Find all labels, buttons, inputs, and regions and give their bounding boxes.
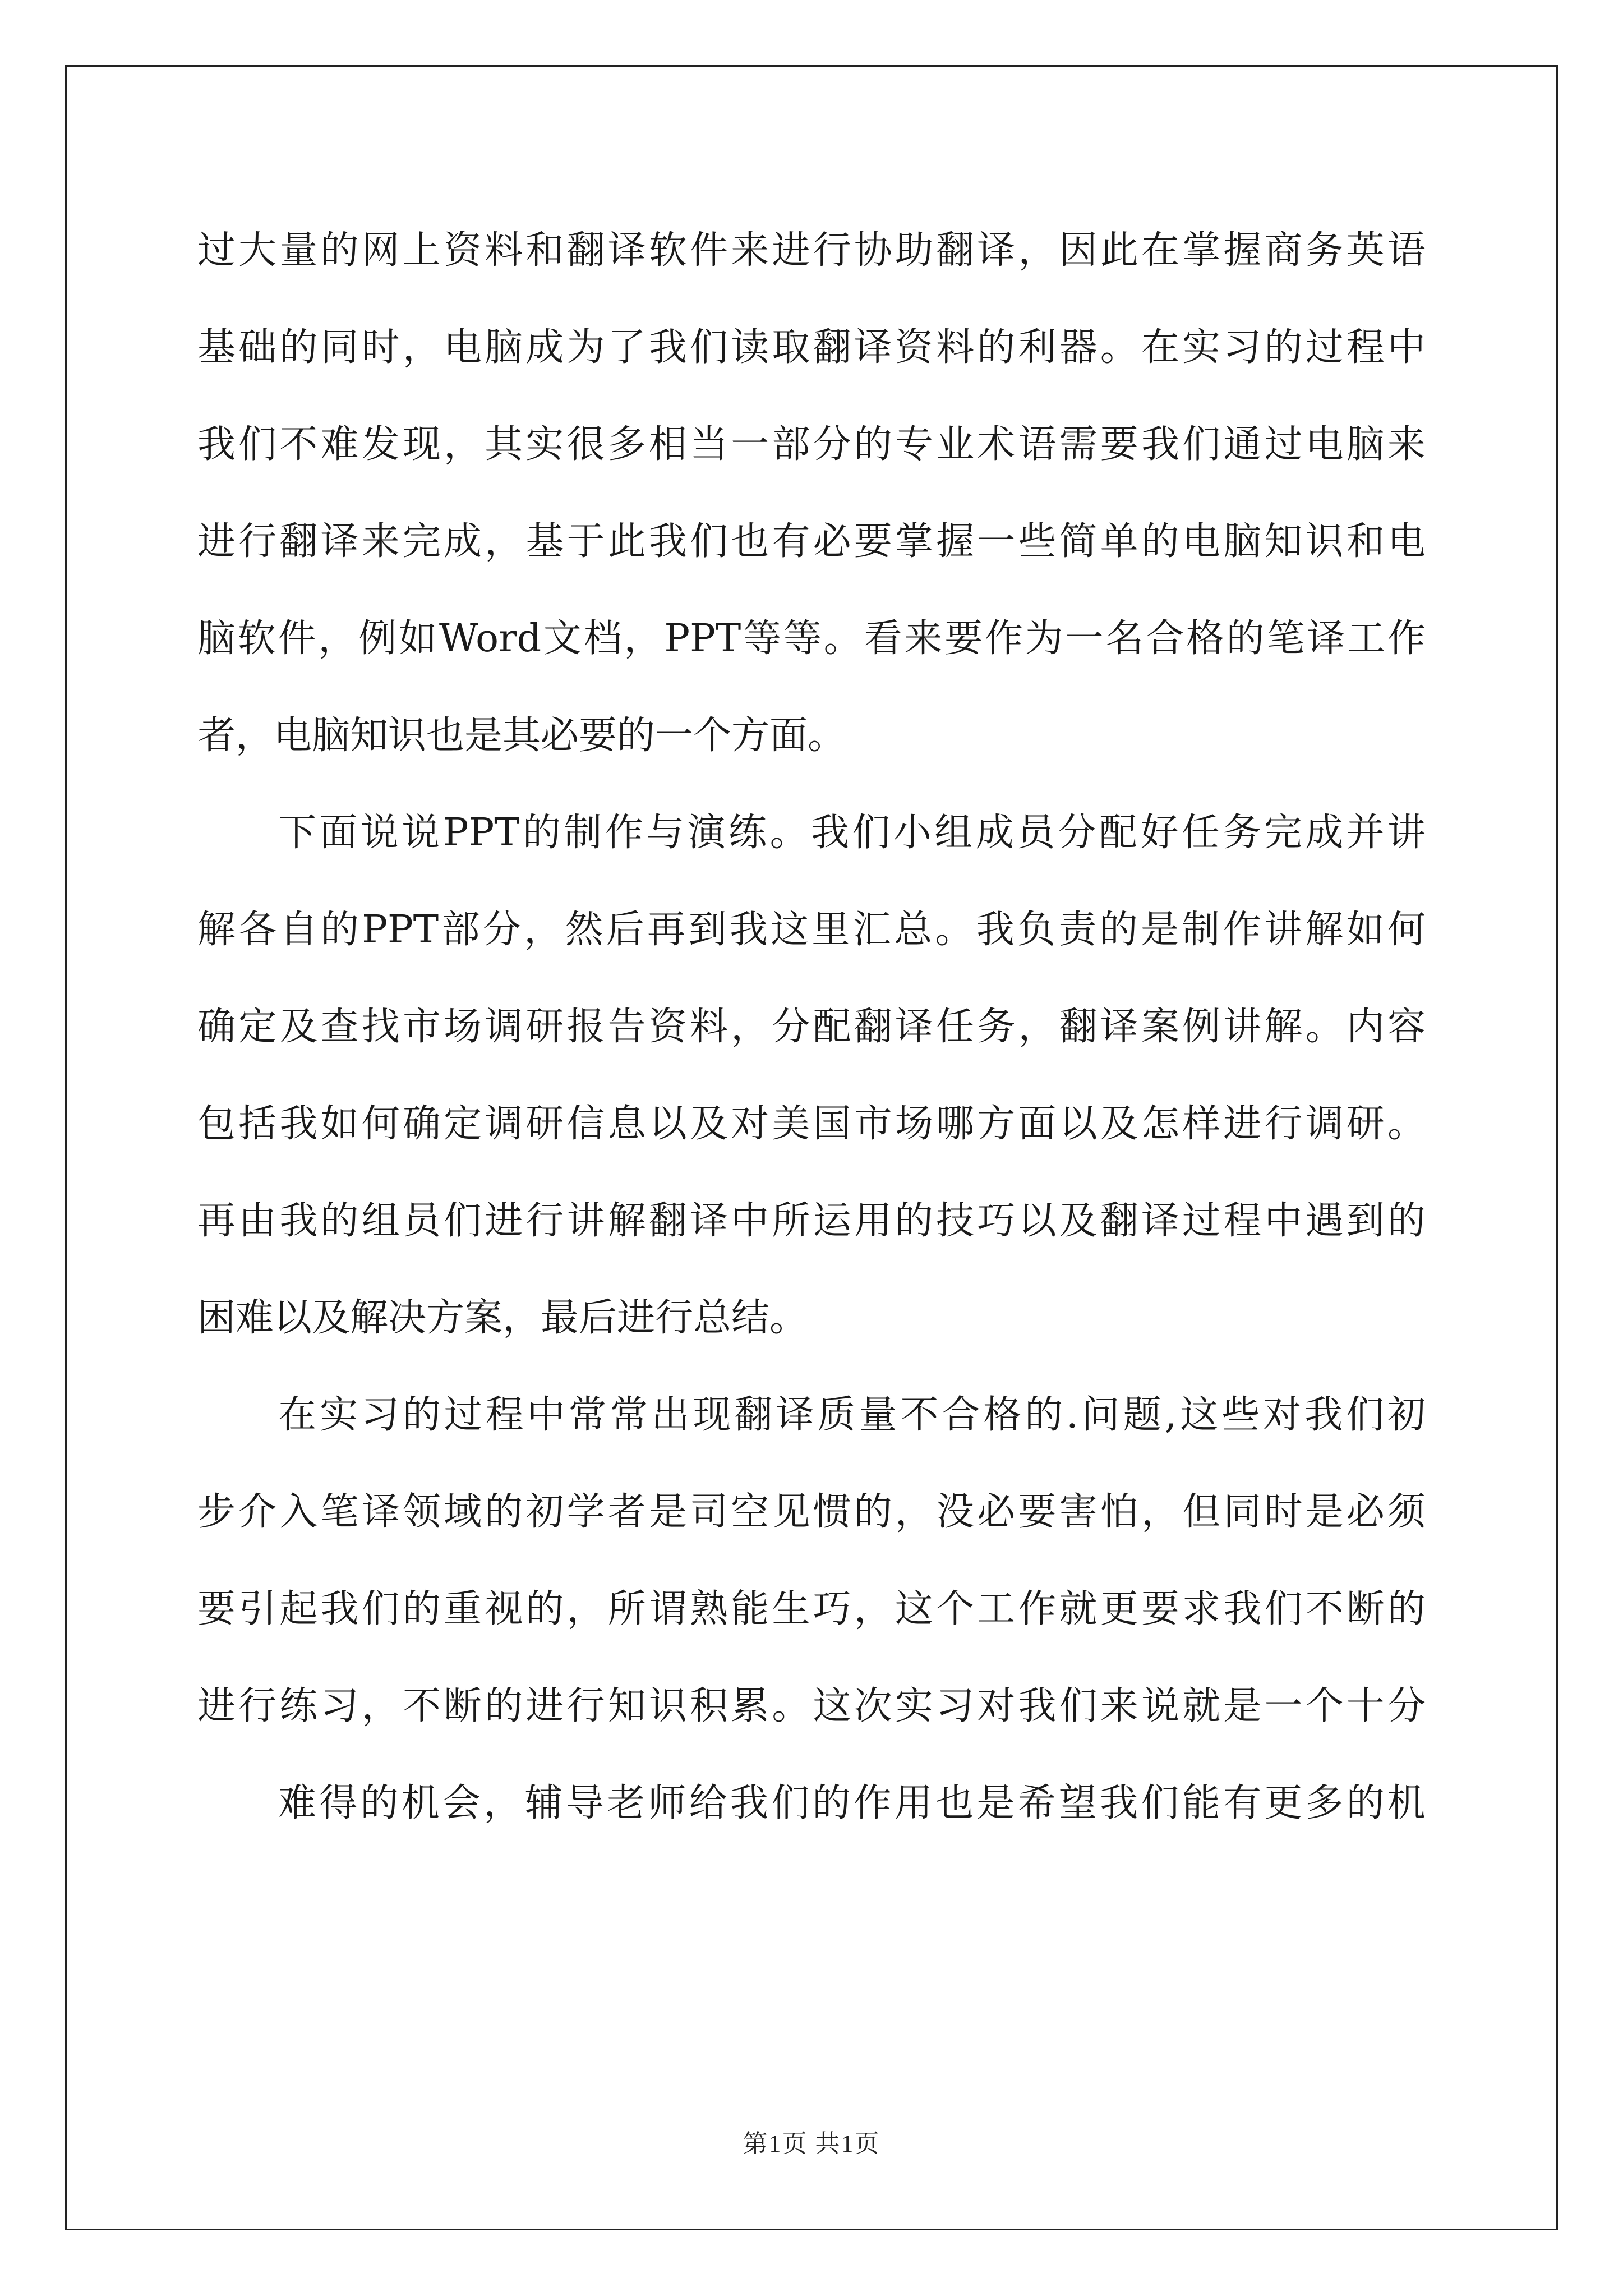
text-line: 在实习的过程中常常出现翻译质量不合格的.问题,这些对我们初 <box>278 1393 1426 1437</box>
text-line: 下面说说PPT的制作与演练。我们小组成员分配好任务完成并讲 <box>278 811 1426 855</box>
text-line: 进行翻译来完成，基于此我们也有必要掌握一些简单的电脑知识和电 <box>197 519 1426 564</box>
text-line: 我们不难发现，其实很多相当一部分的专业术语需要我们通过电脑来 <box>197 422 1426 467</box>
paragraph-4 <box>197 1755 1426 1852</box>
text-line: 过大量的网上资料和翻译软件来进行协助翻译，因此在掌握商务英语 <box>197 228 1426 273</box>
text-line: 确定及查找市场调研报告资料，分配翻译任务，翻译案例讲解。内容 <box>197 1005 1426 1049</box>
text-line: 再由我的组员们进行讲解翻译中所运用的技巧以及翻译过程中遇到的 <box>197 1199 1426 1243</box>
text-line: 包括我如何确定调研信息以及对美国市场哪方面以及怎样进行调研。 <box>197 1102 1426 1146</box>
text-line: 步介入笔译领域的初学者是司空见惯的，没必要害怕，但同时是必须 <box>197 1490 1426 1534</box>
paragraph-3 <box>197 1366 1426 1755</box>
text-line: 解各自的PPT部分，然后再到我这里汇总。我负责的是制作讲解如何 <box>197 908 1426 952</box>
text-line: 基础的同时，电脑成为了我们读取翻译资料的利器。在实习的过程中 <box>197 325 1426 370</box>
paragraph-1 <box>197 202 1426 784</box>
text-line: 进行练习，不断的进行知识积累。这次实习对我们来说就是一个十分 <box>197 1684 1426 1728</box>
text-line: 者，电脑知识也是其必要的一个方面。 <box>197 714 846 758</box>
text-line: 要引起我们的重视的，所谓熟能生巧，这个工作就更要求我们不断的 <box>197 1587 1426 1631</box>
text-line: 难得的机会，辅导老师给我们的作用也是希望我们能有更多的机 <box>278 1781 1426 1825</box>
page-number-footer: 第1页 共1页 <box>743 2130 880 2157</box>
paragraph-2 <box>197 784 1426 1366</box>
text-line: 脑软件，例如Word文档，PPT等等。看来要作为一名合格的笔译工作 <box>197 616 1426 661</box>
text-line: 困难以及解决方案，最后进行总结。 <box>197 1296 808 1340</box>
document-body <box>197 202 1426 1852</box>
